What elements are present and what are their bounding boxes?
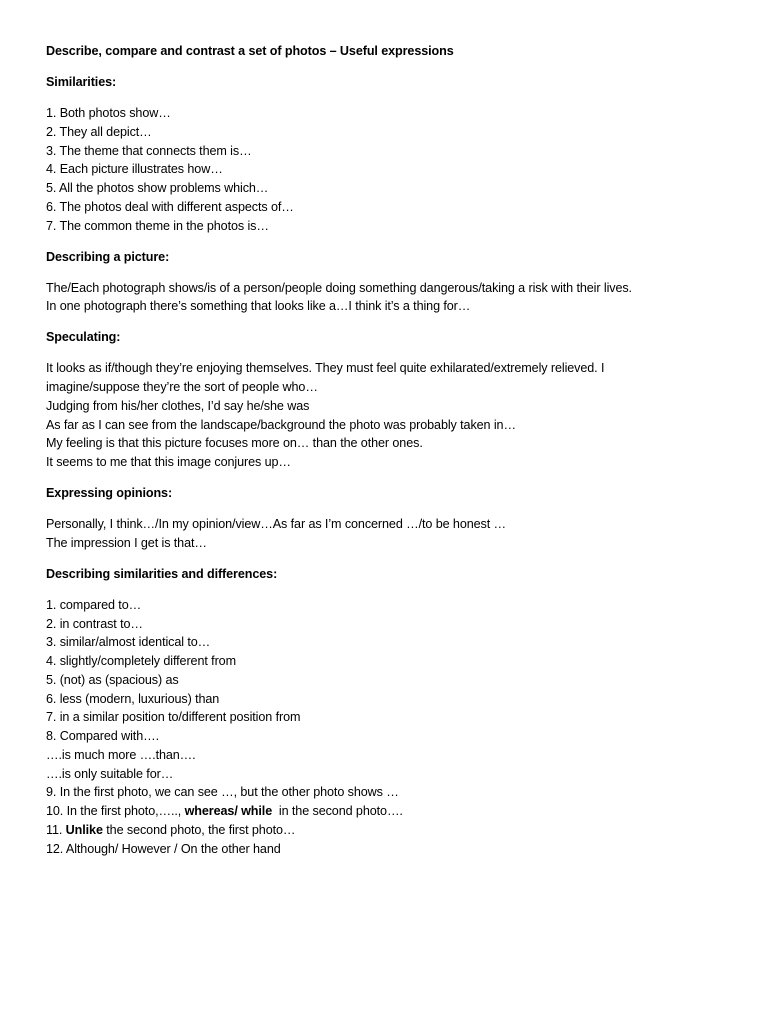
list-item <box>46 802 726 821</box>
list-item-text: in the second photo…. <box>272 804 403 818</box>
list-item: ….is only suitable for… <box>46 766 174 781</box>
list-item: 5. All the photos show problems which… <box>46 181 269 195</box>
paragraph-line: The impression I get is that… <box>46 535 207 550</box>
list-item: 8. Compared with…. <box>46 729 159 743</box>
paragraph-line: My feeling is that this picture focuses more on… than the other ones. <box>46 436 423 451</box>
spacer <box>46 472 726 484</box>
list-item: ….is much more ….than…. <box>46 747 196 762</box>
list-item: 4. slightly/completely different from <box>46 654 236 668</box>
spacer <box>46 316 726 328</box>
list-item: 1. compared to… <box>46 597 142 612</box>
spacer <box>46 584 726 596</box>
spacer <box>46 347 726 359</box>
section-heading-speculating: Speculating: <box>46 330 121 345</box>
document-content <box>46 42 726 858</box>
page-title: Describe, compare and contrast a set of photos – Useful expressions <box>46 44 454 58</box>
list-item: 4. Each picture illustrates how… <box>46 162 223 177</box>
spacer <box>46 235 726 247</box>
section-heading-describing-picture: Describing a picture: <box>46 249 170 264</box>
paragraph-line: It seems to me that this image conjures up… <box>46 455 291 469</box>
spacer <box>46 266 726 278</box>
section-heading-similarities-differences: Describing similarities and differences: <box>46 566 278 581</box>
list-item: 3. The theme that connects them is… <box>46 143 252 158</box>
spacer <box>46 92 726 104</box>
list-item: 7. in a similar position to/different position from <box>46 710 301 725</box>
list-item <box>46 821 726 840</box>
list-item: 3. similar/almost identical to… <box>46 635 211 650</box>
spacer <box>46 553 726 565</box>
list-item-emphasis: Unlike <box>65 822 103 837</box>
list-item-text: 11. <box>46 822 66 837</box>
list-item-text: the second photo, the first photo… <box>102 822 296 837</box>
list-item: 2. They all depict… <box>46 124 152 139</box>
list-item: 12. Although/ However / On the other hand <box>46 841 281 856</box>
paragraph-line: Personally, I think…/In my opinion/view…As far as I’m concerned …/to be honest … <box>46 517 507 531</box>
paragraph-line: In one photograph there’s something that looks like a…I think it’s a thing for… <box>46 299 471 314</box>
paragraph-line: It looks as if/though they’re enjoying themselves. They must feel quite exhilarated/extremely relieved. I <box>46 361 605 376</box>
list-item: 2. in contrast to… <box>46 616 143 631</box>
list-item: 6. less (modern, luxurious) than <box>46 691 220 706</box>
list-item: 5. (not) as (spacious) as <box>46 672 179 687</box>
paragraph-line: imagine/suppose they’re the sort of people who… <box>46 380 318 394</box>
list-item: 7. The common theme in the photos is… <box>46 218 269 233</box>
paragraph-line: As far as I can see from the landscape/background the photo was probably taken in… <box>46 417 516 432</box>
list-item: 6. The photos deal with different aspects of… <box>46 199 294 214</box>
spacer <box>46 61 726 73</box>
list-item-emphasis: whereas/ while <box>184 804 273 818</box>
paragraph-line: Judging from his/her clothes, I’d say he/she was <box>46 398 310 413</box>
section-heading-expressing-opinions: Expressing opinions: <box>46 486 173 500</box>
section-heading-similarities: Similarities: <box>46 75 117 89</box>
spacer <box>46 503 726 515</box>
list-item-text: 10. In the first photo,….., <box>46 804 185 818</box>
paragraph-line: The/Each photograph shows/is of a person/people doing something dangerous/taking a risk with their lives. <box>46 280 632 295</box>
list-item: 1. Both photos show… <box>46 106 171 120</box>
list-item: 9. In the first photo, we can see …, but the other photo shows … <box>46 785 399 800</box>
